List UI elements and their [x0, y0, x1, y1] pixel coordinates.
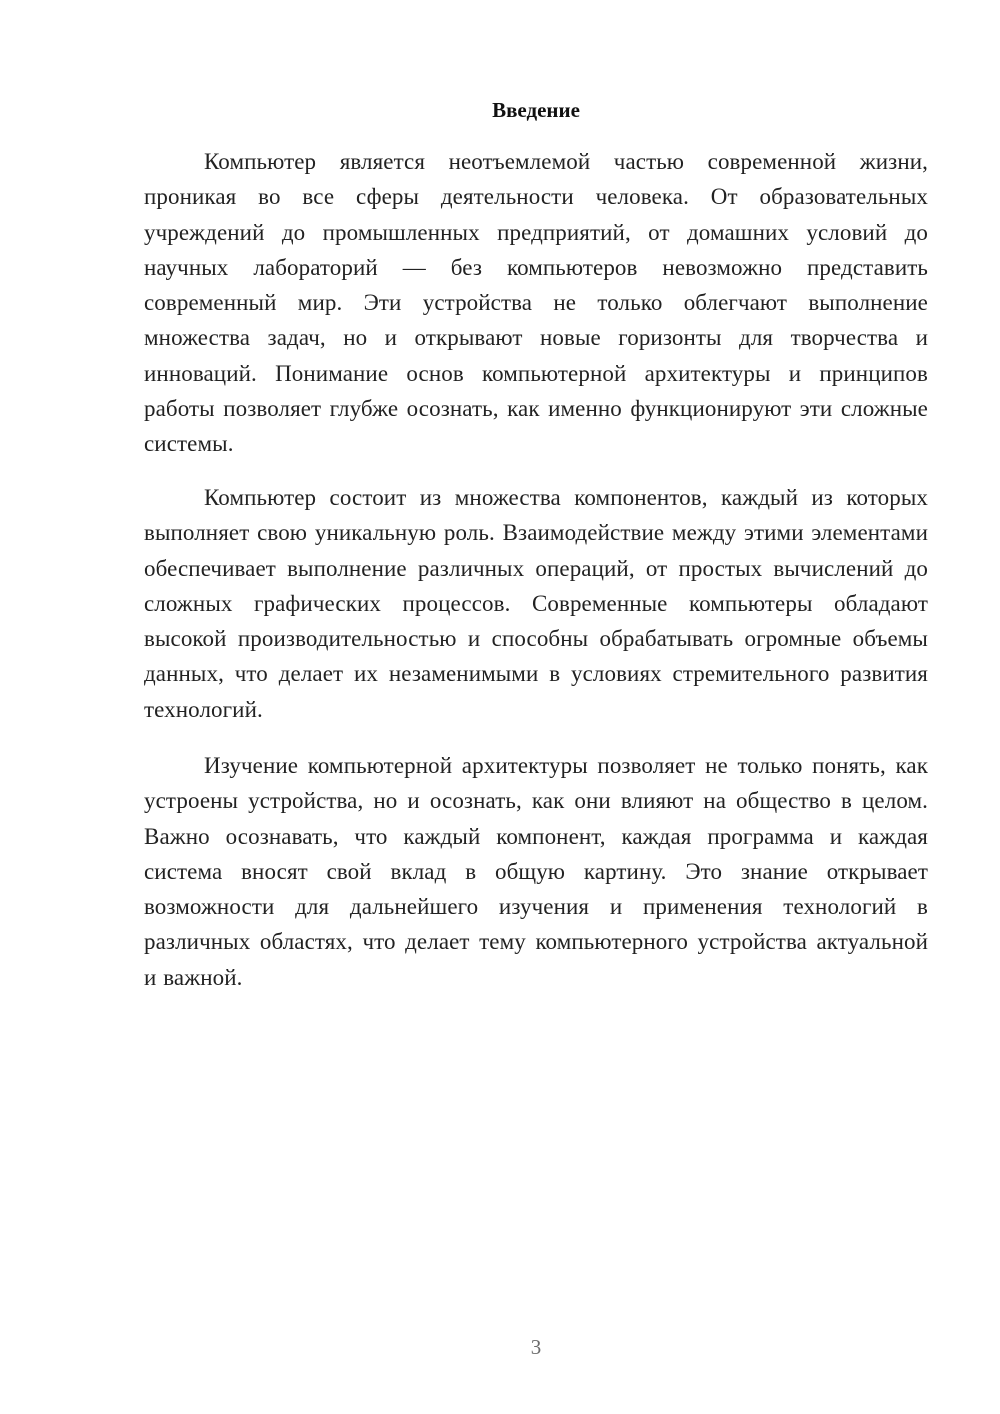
page-number: 3: [530, 1335, 542, 1359]
paragraph-1: Компьютер является неотъемлемой частью современной жизни, проникая во все сферы деятельности человека. От образовательных учреждений до промышленных предприятий, от домашних условий до научных лабораторий — без компьютеров невозможно представить современный мир. Эти устройства не только облегчают выполнение множества задач, но и открывают новые горизонты для творчества и инноваций. Понимание основ компьютерной архитектуры и принципов работы позволяет глубже осознать, как именно функционируют эти сложные системы.: [144, 149, 928, 457]
section-title: Введение: [492, 98, 580, 122]
paragraph-3: Изучение компьютерной архитектуры позволяет не только понять, как устроены устройства, но и осознать, как они влияют на общество в целом. Важно осознавать, что каждый компонент, каждая программа и каждая система вносят свой вклад в общую картину. Это знание открывает возможности для дальнейшего изучения и применения технологий в различных областях, что делает тему компьютерного устройства актуальной и важной.: [144, 753, 928, 990]
paragraph-2: Компьютер состоит из множества компонентов, каждый из которых выполняет свою уникальную роль. Взаимодействие между этими элементами обеспечивает выполнение различных операций, от простых вычислений до сложных графических процессов. Современные компьютеры обладают высокой производительностью и способны обрабатывать огромные объемы данных, что делает их незаменимыми в условиях стремительного развития технологий.: [144, 485, 928, 722]
